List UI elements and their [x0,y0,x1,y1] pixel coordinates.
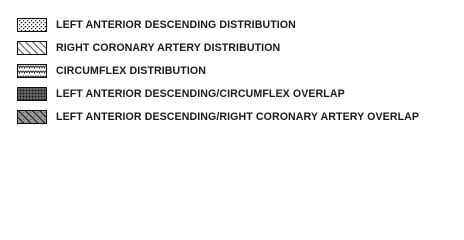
legend-item-lad-rca-overlap [17,105,419,128]
legend-item-lad [17,13,419,36]
legend-label: CIRCUMFLEX DISTRIBUTION [56,64,207,77]
dense-texture-swatch-icon [17,87,47,101]
legend-item-circumflex [17,59,419,82]
legend-item-rca [17,36,419,59]
mixed-hatch-swatch-icon [17,110,47,124]
legend-label: LEFT ANTERIOR DESCENDING/RIGHT CORONARY ARTERY OVERLAP [56,110,420,123]
legend-label: RIGHT CORONARY ARTERY DISTRIBUTION [56,41,281,54]
scallop-loops-swatch-icon [17,64,47,78]
diagonal-hatch-swatch-icon [17,41,47,55]
legend-label: LEFT ANTERIOR DESCENDING/CIRCUMFLEX OVERLAP [56,87,345,100]
lad-texture-swatch-icon [17,18,47,32]
coronary-distribution-legend [17,13,419,128]
legend-label: LEFT ANTERIOR DESCENDING DISTRIBUTION [56,18,296,31]
legend-item-lad-circumflex-overlap [17,82,419,105]
